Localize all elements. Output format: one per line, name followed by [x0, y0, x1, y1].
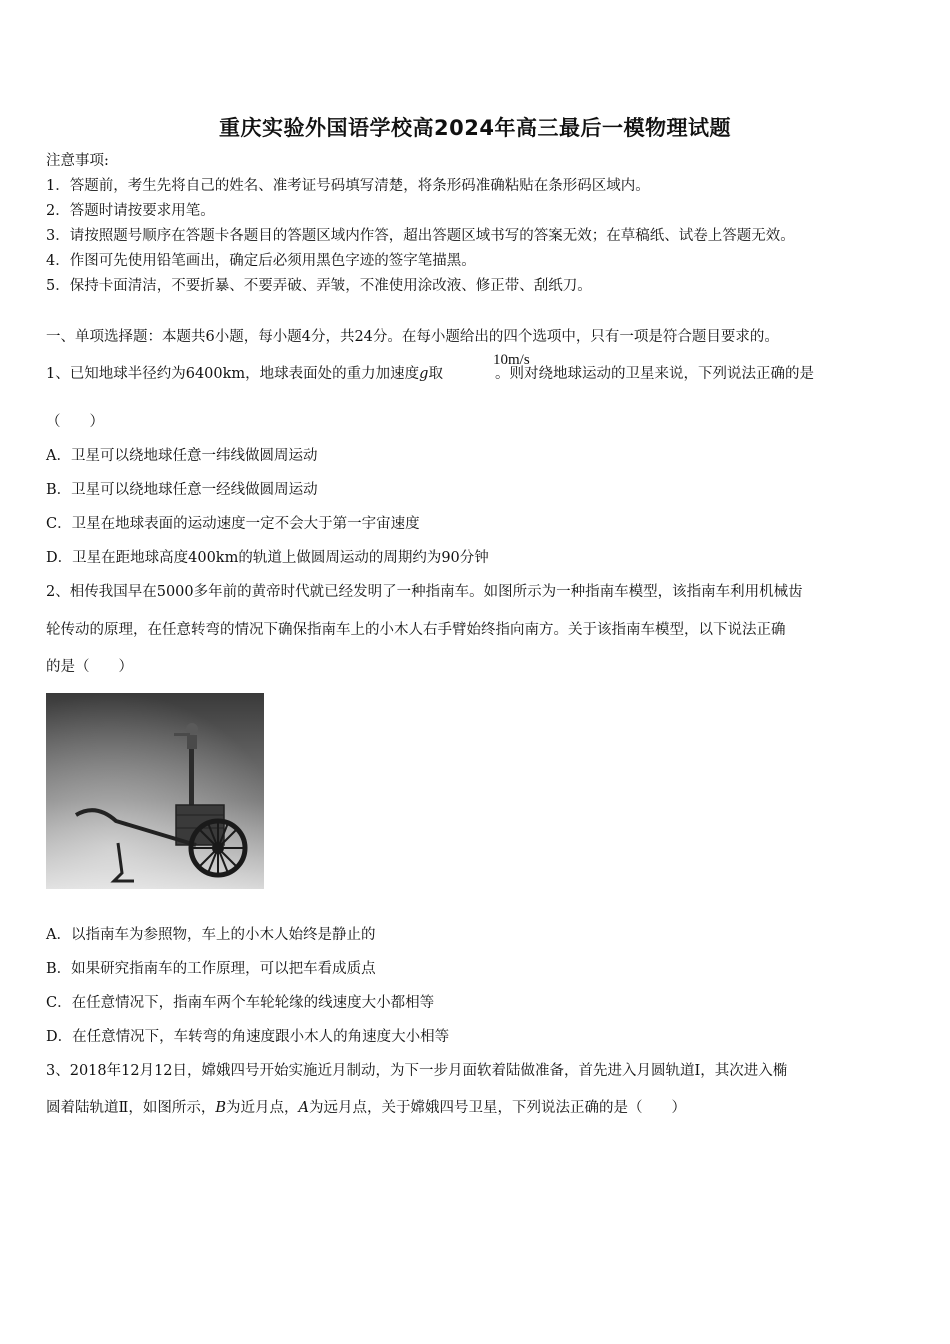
symbol-g: g	[419, 366, 429, 382]
q2-option-b: B．如果研究指南车的工作原理，可以把车看成质点	[46, 961, 376, 977]
q1-unit-10m-s: 10m/s	[493, 352, 530, 368]
notice-item-1: 1．答题前，考生先将自己的姓名、准考证号码填写清楚，将条形码准确粘贴在条形码区域内。	[46, 178, 650, 194]
notice-item-5: 5．保持卡面清洁，不要折暴、不要弄破、弄皱，不准使用涂改液、修正带、刮纸刀。	[46, 278, 592, 294]
notice-heading: 注意事项:	[46, 153, 109, 169]
q1-option-c: C．卫星在地球表面的运动速度一定不会大于第一宇宙速度	[46, 516, 420, 532]
point-b-label: B	[215, 1100, 227, 1116]
notice-item-4: 4．作图可先使用铅笔画出，确定后必须用黑色字迹的签字笔描黑。	[46, 253, 476, 269]
q2-option-a: A．以指南车为参照物，车上的小木人始终是静止的	[46, 927, 376, 943]
q3-stem-line-2	[46, 1098, 686, 1118]
q1-stem-part-b: 取	[428, 366, 443, 382]
q2-stem-line-1: 2、相传我国早在5000多年前的黄帝时代就已经发明了一种指南车。如图所示为一种指南车模型，该指南车利用机械齿	[46, 584, 803, 600]
notice-item-3: 3．请按照题号顺序在答题卡各题目的答题区域内作答，超出答题区域书写的答案无效；在草稿纸、试卷上答题无效。	[46, 228, 795, 244]
q2-option-c: C．在任意情况下，指南车两个车轮轮缘的线速度大小都相等	[46, 995, 435, 1011]
notice-item-2: 2．答题时请按要求用笔。	[46, 203, 215, 219]
south-pointing-chariot-photo	[46, 693, 264, 889]
q1-option-b: B．卫星可以绕地球任意一经线做圆周运动	[46, 482, 318, 498]
q3-line2-part-c: 为远月点，关于嫦娥四号卫星，下列说法正确的是（ ）	[309, 1100, 686, 1116]
q3-line2-part-b: 为近月点，	[226, 1100, 299, 1116]
q1-option-d: D．卫星在距地球高度400km的轨道上做圆周运动的周期约为90分钟	[46, 550, 489, 566]
q2-option-d: D．在任意情况下，车转弯的角速度跟小木人的角速度大小相等	[46, 1029, 450, 1045]
q1-option-a: A．卫星可以绕地球任意一纬线做圆周运动	[46, 448, 318, 464]
q2-stem-line-3: 的是（ ）	[46, 659, 133, 675]
q2-stem-line-2: 轮传动的原理，在任意转弯的情况下确保指南车上的小木人右手臂始终指向南方。关于该指南车模型，以下说法正确	[46, 622, 786, 638]
point-a-label: A	[298, 1100, 309, 1116]
q1-stem-part-c: 。则对绕地球运动的卫星来说，下列说法正确的是	[494, 366, 814, 382]
q1-stem-part-a: 1、已知地球半径约为6400km，地球表面处的重力加速度	[46, 366, 420, 382]
page-title: 重庆实验外国语学校高2024年高三最后一模物理试题	[219, 116, 731, 140]
question-1-stem	[46, 364, 814, 384]
section-heading: 一、单项选择题：本题共6小题，每小题4分，共24分。在每小题给出的四个选项中，只有一项是符合题目要求的。	[46, 329, 779, 345]
q1-answer-paren: （ ）	[46, 414, 104, 430]
q3-stem-line-1: 3、2018年12月12日，嫦娥四号开始实施近月制动，为下一步月面软着陆做准备，首先进入月圆轨道Ⅰ，其次进入椭	[46, 1063, 788, 1079]
q3-line2-part-a: 圆着陆轨道Ⅱ，如图所示，	[46, 1100, 216, 1116]
